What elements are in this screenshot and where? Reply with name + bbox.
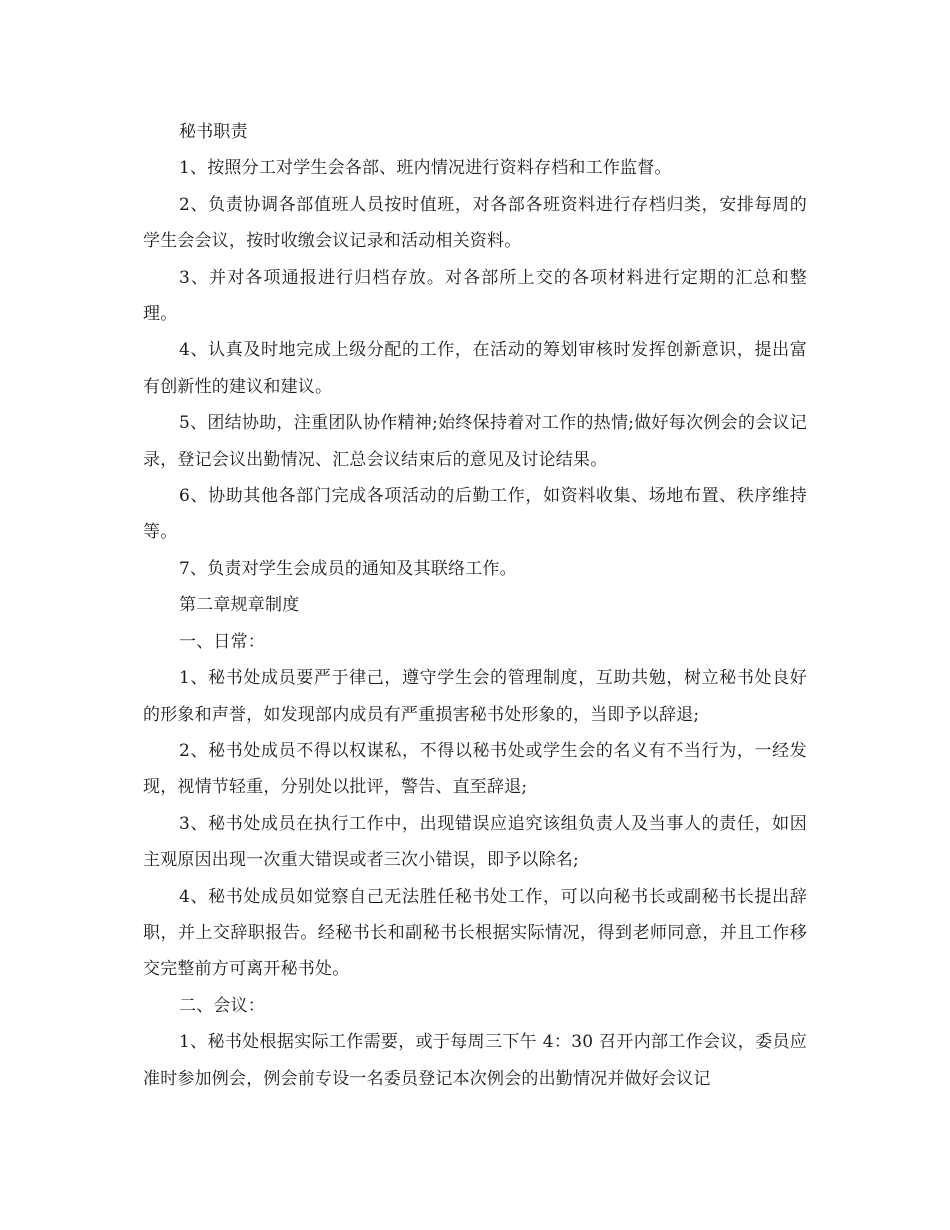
duty-item-2: 2、负责协调各部值班人员按时值班，对各部各班资料进行存档归类，安排每周的学生会会议，按时收缴会议记录和活动相关资料。 bbox=[143, 194, 807, 252]
duty-item-4: 4、认真及时地完成上级分配的工作，在活动的筹划审核时发挥创新意识，提出富有创新性的建议和建议。 bbox=[143, 340, 807, 397]
daily-rule-2: 2、秘书处成员不得以权谋私，不得以秘书处或学生会的名义有不当行为，一经发现，视情节轻重，分别处以批评，警告、直至辞退; bbox=[143, 740, 807, 798]
subsection-heading-meetings: 二、会议： bbox=[179, 995, 265, 1016]
chapter-heading-rules: 第二章规章制度 bbox=[179, 595, 300, 616]
duty-item-6: 6、协助其他各部门完成各项活动的后勤工作，如资料收集、场地布置、秩序维持等。 bbox=[143, 486, 807, 543]
meeting-rule-1: 1、秘书处根据实际工作需要，或于每周三下午 4：30 召开内部工作会议，委员应准时参加例会，例会前专设一名委员登记本次例会的出勤情况并做好会议记 bbox=[143, 1032, 807, 1089]
document-body bbox=[143, 114, 807, 1097]
daily-rule-3: 3、秘书处成员在执行工作中，出现错误应追究该组负责人及当事人的责任，如因主观原因出现一次重大错误或者三次小错误，即予以除名; bbox=[143, 813, 807, 871]
duty-item-5: 5、团结协助，注重团队协作精神;始终保持着对工作的热情;做好每次例会的会议记录，登记会议出勤情况、汇总会议结束后的意见及讨论结果。 bbox=[143, 413, 807, 470]
subsection-heading-daily: 一、日常： bbox=[179, 631, 265, 652]
duty-item-1: 1、按照分工对学生会各部、班内情况进行资料存档和工作监督。 bbox=[179, 158, 672, 179]
duty-item-7: 7、负责对学生会成员的通知及其联络工作。 bbox=[179, 558, 517, 579]
daily-rule-1: 1、秘书处成员要严于律己，遵守学生会的管理制度，互助共勉，树立秘书处良好的形象和声誉，如发现部内成员有严重损害秘书处形象的，当即予以辞退; bbox=[143, 668, 807, 725]
section-heading-secretary-duties: 秘书职责 bbox=[179, 122, 248, 142]
duty-item-3: 3、并对各项通报进行归档存放。对各部所上交的各项材料进行定期的汇总和整理。 bbox=[143, 267, 807, 325]
daily-rule-4: 4、秘书处成员如觉察自己无法胜任秘书处工作，可以向秘书长或副秘书长提出辞职，并上交辞职报告。经秘书长和副秘书长根据实际情况，得到老师同意，并且工作移交完整前方可离开秘书处。 bbox=[143, 886, 807, 980]
